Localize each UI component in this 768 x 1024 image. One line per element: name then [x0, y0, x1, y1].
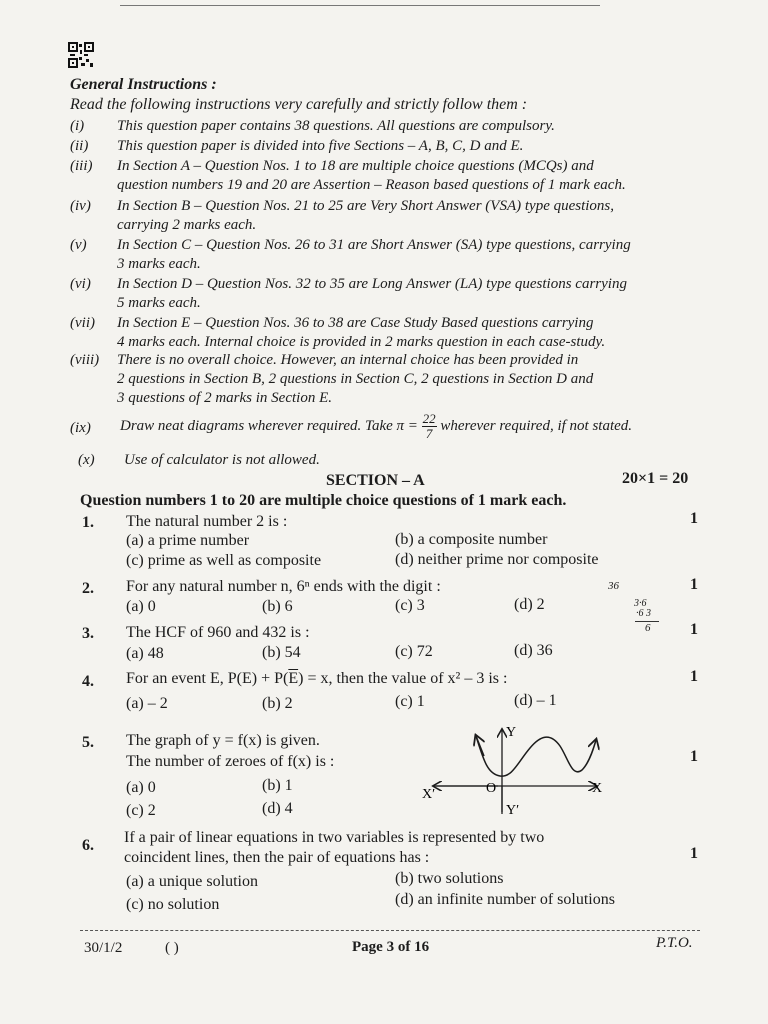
- option-c: (c) no solution: [126, 896, 220, 913]
- pi-fraction: [422, 412, 437, 441]
- page-number: Page 3 of 16: [352, 939, 430, 955]
- option-c: (c) 2: [126, 802, 156, 819]
- option-a: (a) 0: [126, 779, 156, 796]
- option-b: (b) 2: [262, 695, 293, 712]
- instruction-num: (vii): [70, 315, 95, 331]
- instructions-lead: Read the following instructions very carefully and strictly follow them :: [70, 96, 528, 113]
- handwritten-note: 36: [608, 580, 619, 592]
- handwritten-note: 3·6: [634, 598, 647, 609]
- instruction-text: question numbers 19 and 20 are Assertion – Reason based questions of 1 mark each.: [117, 177, 626, 193]
- question-text: [126, 670, 507, 688]
- option-d: (d) 36: [514, 642, 553, 659]
- option-d: (d) an infinite number of solutions: [395, 891, 615, 908]
- instruction-text: In Section B – Question Nos. 21 to 25 are Very Short Answer (VSA) type questions,: [117, 198, 615, 214]
- option-b: (b) 54: [262, 644, 301, 661]
- option-d: (d) 2: [514, 596, 545, 613]
- option-b: (b) 1: [262, 777, 293, 794]
- footer-divider: [80, 930, 700, 931]
- question-text-part: For an event E, P(E) + P(: [126, 670, 289, 687]
- question-text: For any natural number n, 6ⁿ ends with the digit :: [126, 578, 441, 595]
- handwritten-note: ·6 3: [636, 608, 651, 619]
- question-text: The number of zeroes of f(x) is :: [126, 753, 335, 770]
- instruction-num: (viii): [70, 352, 100, 368]
- instruction-num: (iii): [70, 158, 93, 174]
- x-label: X: [592, 781, 603, 796]
- instructions-title: General Instructions :: [70, 76, 217, 93]
- instruction-text: 2 questions in Section B, 2 questions in Section C, 2 questions in Section D and: [117, 371, 594, 387]
- instruction-text-after: wherever required, if not stated.: [440, 418, 633, 434]
- question-mark: 1: [690, 748, 698, 765]
- question-mark: 1: [690, 510, 698, 527]
- question-number: 4.: [82, 673, 94, 690]
- question-text: The natural number 2 is :: [126, 513, 288, 530]
- option-b: (b) a composite number: [395, 531, 548, 548]
- function-graph: [418, 722, 618, 822]
- section-title: SECTION – A: [326, 472, 425, 489]
- instruction-text: 4 marks each. Internal choice is provided in 2 marks question in each case-study.: [117, 334, 606, 350]
- fraction-denominator: 7: [425, 426, 433, 442]
- origin-label: O: [486, 781, 497, 796]
- question-text-complement: $\overline{E}$: [288, 670, 299, 687]
- question-text-part: ) = x, then the value of x² – 3 is :: [298, 670, 508, 687]
- question-mark: 1: [690, 576, 698, 593]
- pto-label: P.T.O.: [656, 935, 693, 951]
- option-a: (a) a prime number: [126, 532, 250, 549]
- question-number: 2.: [82, 580, 94, 597]
- question-number: 3.: [82, 625, 94, 642]
- instruction-num: (v): [70, 237, 87, 253]
- option-d: (d) neither prime nor composite: [395, 551, 599, 568]
- instruction-num: (ix): [70, 420, 91, 436]
- qr-code-icon: [68, 42, 94, 68]
- paper-code: 30/1/2: [84, 940, 123, 956]
- instruction-text: This question paper is divided into five Sections – A, B, C, D and E.: [117, 138, 524, 154]
- footer-paren: ( ): [165, 940, 179, 956]
- instruction-num: (vi): [70, 276, 91, 292]
- question-number: 1.: [82, 514, 94, 531]
- instruction-text: Use of calculator is not allowed.: [124, 452, 320, 468]
- section-marks: 20×1 = 20: [622, 470, 689, 487]
- instruction-text: This question paper contains 38 questions. All questions are compulsory.: [117, 118, 555, 134]
- question-number: 6.: [82, 837, 94, 854]
- option-c: (c) 1: [395, 693, 425, 710]
- option-a: (a) 48: [126, 645, 164, 662]
- instruction-text: carrying 2 marks each.: [117, 217, 257, 233]
- instruction-text: 3 marks each.: [117, 256, 201, 272]
- question-mark: 1: [690, 668, 698, 685]
- option-d: (d) – 1: [514, 692, 557, 709]
- instruction-text: In Section A – Question Nos. 1 to 18 are multiple choice questions (MCQs) and: [117, 158, 594, 174]
- function-curve-start: [476, 736, 484, 756]
- handwritten-note: 6: [645, 622, 651, 634]
- instruction-text: In Section C – Question Nos. 26 to 31 are Short Answer (SA) type questions, carrying: [117, 237, 631, 253]
- instruction-text: There is no overall choice. However, an internal choice has been provided in: [117, 352, 579, 368]
- option-d: (d) 4: [262, 800, 293, 817]
- instruction-num: (ii): [70, 138, 89, 154]
- section-subtitle: Question numbers 1 to 20 are multiple choice questions of 1 mark each.: [80, 492, 567, 509]
- instruction-text: [120, 408, 632, 444]
- instruction-text-before: Draw neat diagrams wherever required. Take π =: [120, 418, 418, 434]
- instruction-num: (x): [78, 452, 95, 468]
- instruction-text: 5 marks each.: [117, 295, 201, 311]
- option-b: (b) two solutions: [395, 870, 504, 887]
- instruction-text: 3 questions of 2 marks in Section E.: [117, 390, 332, 406]
- instruction-text: In Section E – Question Nos. 36 to 38 are Case Study Based questions carrying: [117, 315, 594, 331]
- option-c: (c) 72: [395, 643, 433, 660]
- question-text: The HCF of 960 and 432 is :: [126, 624, 310, 641]
- top-divider: [120, 5, 600, 6]
- question-number: 5.: [82, 734, 94, 751]
- instruction-num: (iv): [70, 198, 91, 214]
- question-text: The graph of y = f(x) is given.: [126, 732, 320, 749]
- instruction-text: In Section D – Question Nos. 32 to 35 are Long Answer (LA) type questions carrying: [117, 276, 627, 292]
- option-b: (b) 6: [262, 598, 293, 615]
- function-curve: [476, 736, 596, 776]
- x-prime-label: X′: [422, 787, 436, 802]
- y-label: Y: [506, 725, 517, 740]
- y-prime-label: Y′: [506, 803, 520, 818]
- option-c: (c) 3: [395, 597, 425, 614]
- option-c: (c) prime as well as composite: [126, 552, 322, 569]
- question-text: coincident lines, then the pair of equations has :: [124, 849, 430, 866]
- question-text: If a pair of linear equations in two variables is represented by two: [124, 829, 545, 846]
- option-a: (a) a unique solution: [126, 873, 258, 890]
- option-a: (a) 0: [126, 598, 156, 615]
- question-mark: 1: [690, 621, 698, 638]
- fraction-numerator: 22: [422, 411, 436, 427]
- instruction-num: (i): [70, 118, 85, 134]
- question-mark: 1: [690, 845, 698, 862]
- option-a: (a) – 2: [126, 695, 168, 712]
